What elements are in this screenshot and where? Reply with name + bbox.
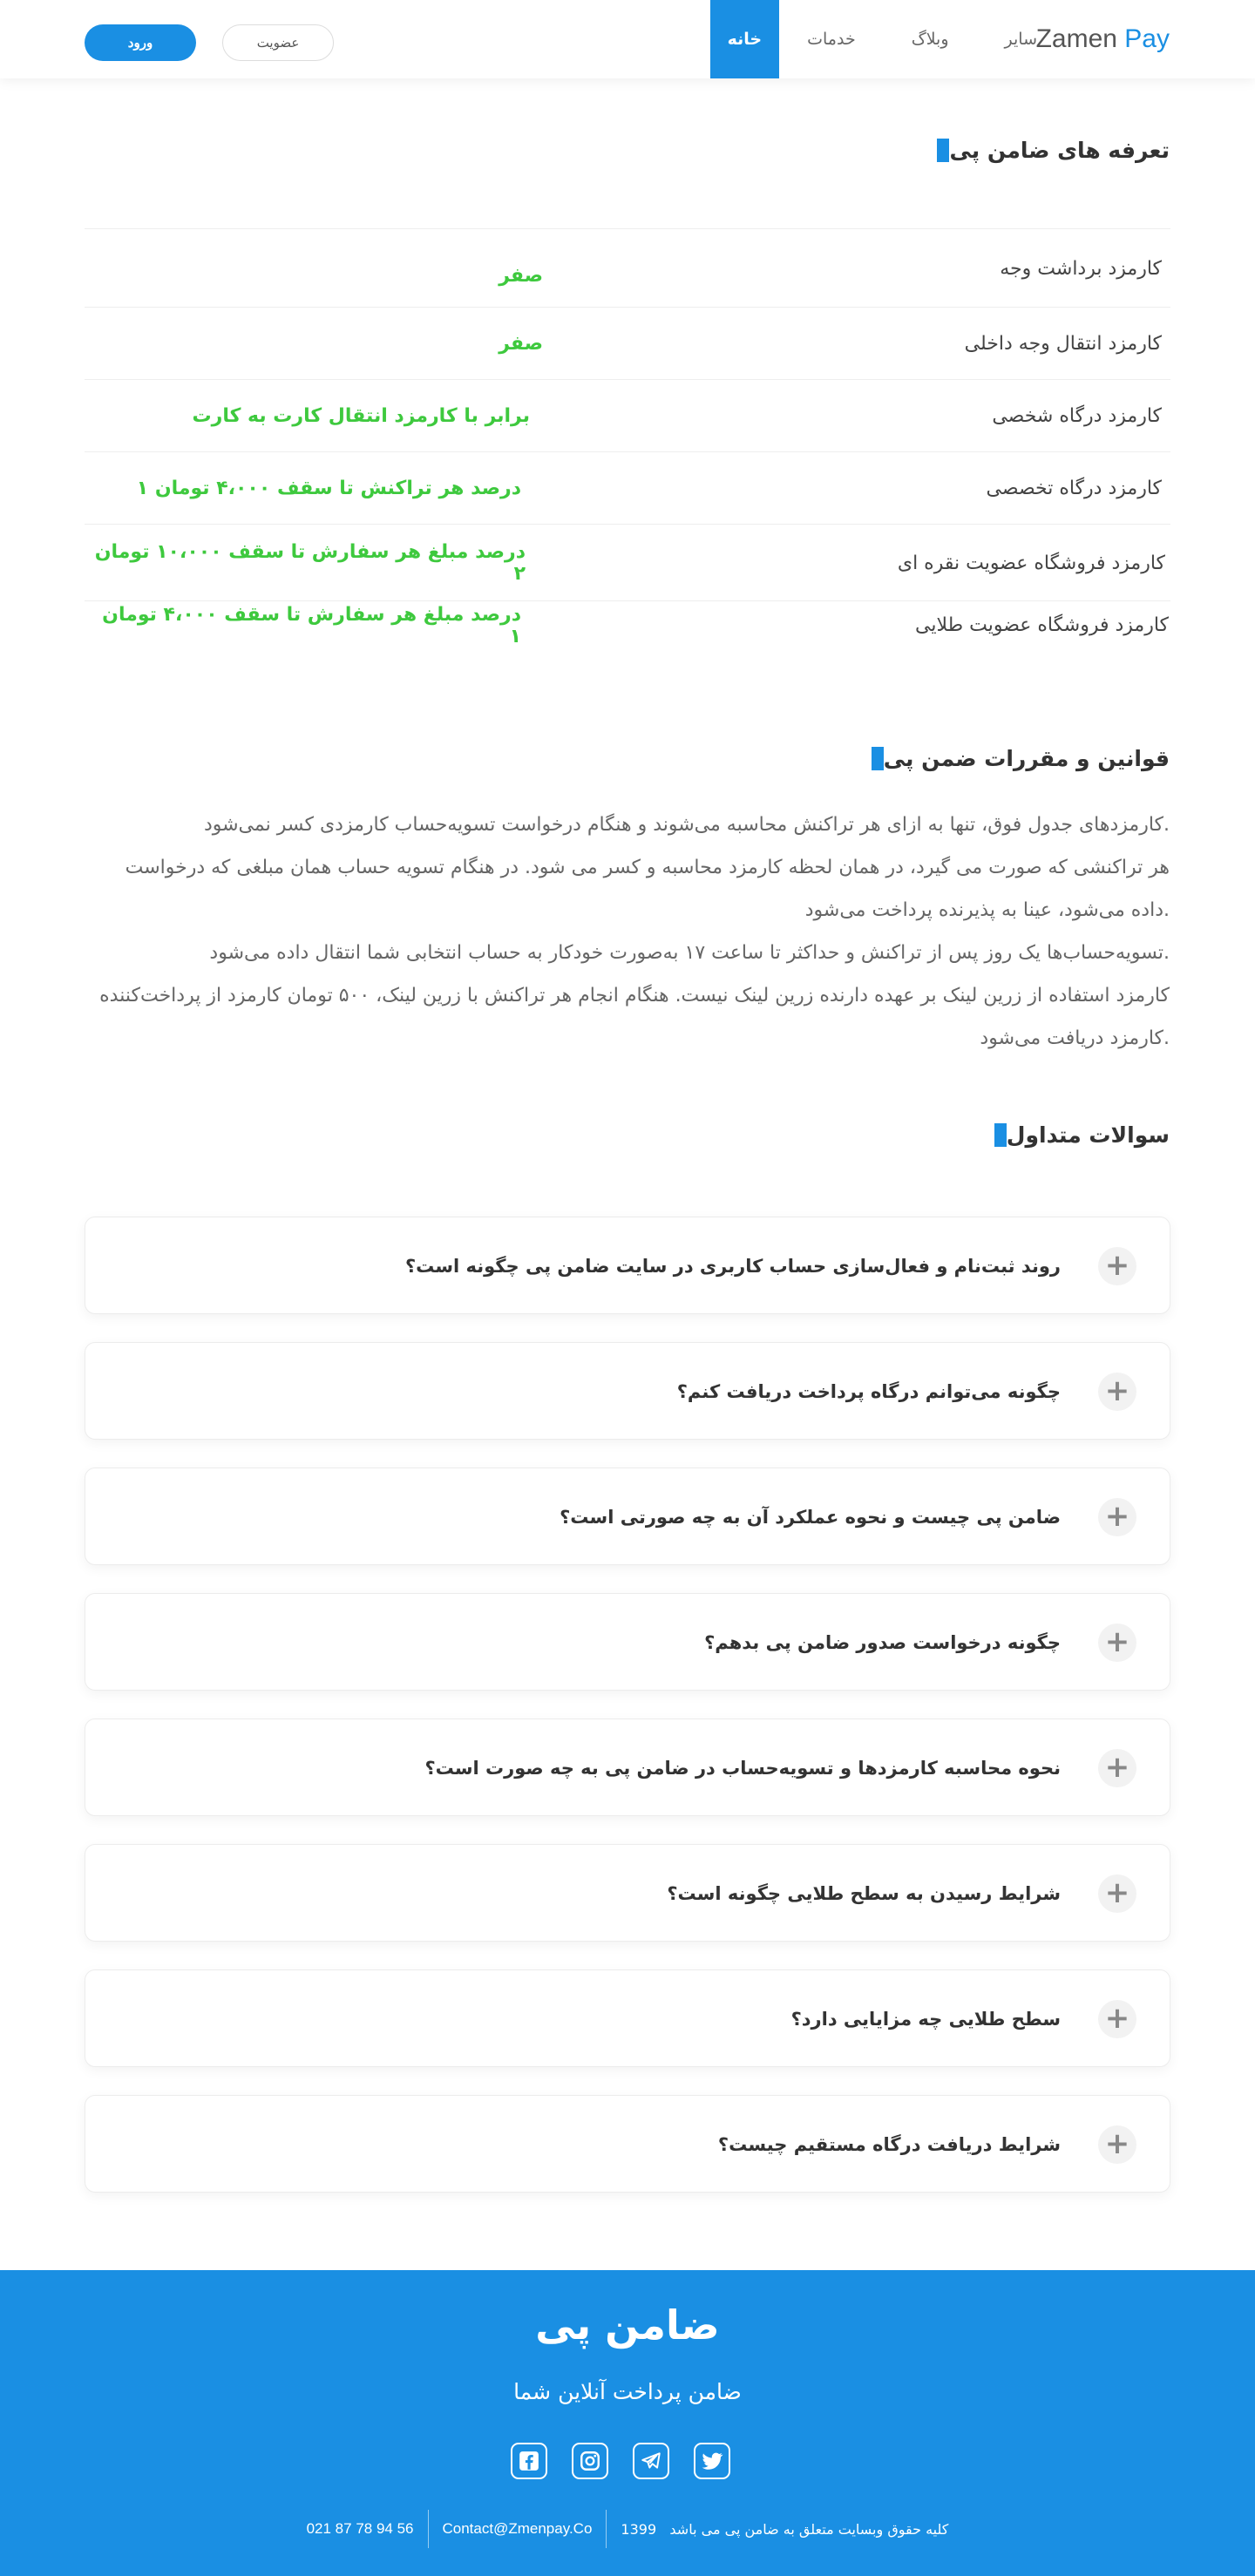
nav-item-blog[interactable]: وبلاگ (911, 30, 949, 49)
faq-question[interactable]: چگونه درخواست صدور ضامن پی بدهم؟ (704, 1632, 1061, 1653)
footer-year: 1399 (621, 2520, 657, 2538)
footer-copyright (607, 2521, 962, 2538)
faq-item[interactable] (85, 1718, 1170, 1816)
facebook-icon[interactable] (511, 2443, 547, 2479)
login-button[interactable]: ورود (85, 24, 196, 61)
fee-row (85, 451, 1170, 524)
nav-item-services[interactable]: خدمات (807, 30, 856, 49)
fee-label: کارمزد برداشت وجه (1000, 257, 1162, 280)
plus-icon[interactable]: + (1098, 1373, 1136, 1411)
faq-item[interactable] (85, 1969, 1170, 2067)
faq-question[interactable]: روند ثبت‌نام و فعال‌سازی حساب کاربری در سایت ضامن پی چگونه است؟ (404, 1256, 1061, 1277)
faq-section-title (973, 1122, 1170, 1148)
footer-title: ضامن پی (535, 2301, 720, 2349)
faq-question[interactable]: چگونه می‌توانم درگاه پرداخت دریافت کنم؟ (676, 1381, 1061, 1402)
footer-subtitle: ضامن پرداخت آنلاین شما (513, 2379, 742, 2404)
fees-title: تعرفه های ضامن پی (949, 138, 1170, 163)
rules-text (71, 803, 1170, 1060)
faq-question[interactable]: سطح طلایی چه مزایایی دارد؟ (790, 2009, 1061, 2030)
rules-line: .تسویه‌حساب‌ها یک روز پس از تراکنش و حداکثر تا ساعت ۱۷ به‌صورت خودکار به حساب انتخابی شما انتقال داده می‌شود (209, 942, 1170, 964)
fee-row (85, 379, 1170, 451)
nav-item-home[interactable]: خانه (710, 0, 779, 78)
title-accent-bar (872, 747, 884, 770)
faq-title: سوالات متداول (1006, 1122, 1170, 1148)
faq-item[interactable] (85, 1844, 1170, 1942)
telegram-icon[interactable] (633, 2443, 669, 2479)
fee-label: کارمزد فروشگاه عضویت طلایی (915, 614, 1169, 636)
fee-row (85, 600, 1170, 648)
title-accent-bar (994, 1123, 1007, 1147)
rules-line: کارمزد استفاده از زرین لینک بر عهده دارنده زرین لینک نیست. هنگام انجام هر تراکنش با زرین لینک، ۵۰۰ تومان کارمزد از پرداخت‌کننده (99, 985, 1170, 1007)
twitter-icon[interactable] (694, 2443, 730, 2479)
plus-icon[interactable]: + (1098, 1874, 1136, 1913)
rules-section-title (851, 746, 1170, 771)
plus-icon[interactable]: + (1098, 1749, 1136, 1787)
plus-icon[interactable]: + (1098, 1247, 1136, 1285)
rules-line: .کارمزد دریافت می‌شود (980, 1027, 1170, 1049)
rules-line: هر تراکنشی که صورت می گیرد، در همان لحظه کارمزد محاسبه و کسر می شود. در هنگام تسویه حساب همان مبلغی که درخواست (125, 857, 1170, 878)
fees-section-title (916, 138, 1170, 163)
faq-item[interactable] (85, 2095, 1170, 2193)
footer-copyright-text: کلیه حقوق وبسایت متعلق به ضامن پی می باشد (669, 2520, 949, 2538)
fees-table (85, 228, 1170, 648)
logo-accent: Pay (1124, 24, 1170, 53)
fee-label: کارمزد درگاه شخصی (992, 405, 1162, 427)
fee-label: کارمزد درگاه تخصصی (986, 478, 1162, 499)
join-button[interactable]: عضویت (222, 24, 334, 61)
footer-bottom-bar (0, 2510, 1255, 2548)
footer-email[interactable]: Contact@Zmenpay.Co (442, 2520, 593, 2537)
faq-question[interactable]: شرایط رسیدن به سطح طلایی چگونه است؟ (667, 1883, 1061, 1904)
faq-question[interactable]: نحوه محاسبه کارمزدها و تسویه‌حساب در ضامن پی به چه صورت است؟ (424, 1758, 1061, 1779)
faq-item[interactable] (85, 1342, 1170, 1440)
title-accent-bar (937, 139, 949, 162)
fee-row (85, 307, 1170, 379)
fee-label: کارمزد انتقال وجه داخلی (964, 333, 1162, 355)
fee-row (85, 524, 1170, 600)
faq-list (85, 1217, 1170, 2220)
fee-value: درصد هر تراکنش تا سقف ۴،۰۰۰ تومان ۱ (136, 478, 521, 499)
fee-row (85, 228, 1170, 307)
rules-title: قوانین و مقررات ضمن پی (883, 746, 1170, 771)
faq-item[interactable] (85, 1468, 1170, 1565)
plus-icon[interactable]: + (1098, 1624, 1136, 1662)
rules-line: .کارمزدهای جدول فوق، تنها به ازای هر تراکنش محاسبه می‌شوند و هنگام درخواست تسویه‌حساب کارمزدی کسر نمی‌شود (203, 814, 1170, 836)
fee-value: صفر (499, 264, 543, 287)
faq-item[interactable] (85, 1217, 1170, 1314)
nav-item-other[interactable]: سایر (1004, 30, 1037, 49)
fee-value: درصد مبلغ هر سفارش تا سقف ۱۰،۰۰۰ تومان ۲ (94, 541, 526, 585)
instagram-icon[interactable] (572, 2443, 608, 2479)
faq-question[interactable]: شرایط دریافت درگاه مستقیم چیست؟ (717, 2134, 1061, 2155)
fee-value: صفر (499, 333, 543, 355)
social-links (511, 2443, 730, 2479)
faq-question[interactable]: ضامن پی چیست و نحوه عملکرد آن به چه صورتی است؟ (560, 1507, 1061, 1528)
fee-value: برابر با کارمزد انتقال کارت به کارت (192, 405, 530, 427)
plus-icon[interactable]: + (1098, 2000, 1136, 2038)
fee-label: کارمزد فروشگاه عضویت نقره ای (897, 552, 1165, 574)
logo-main: Zamen (1035, 24, 1125, 53)
faq-item[interactable] (85, 1593, 1170, 1691)
plus-icon[interactable]: + (1098, 2125, 1136, 2164)
site-footer (0, 2270, 1255, 2576)
plus-icon[interactable]: + (1098, 1498, 1136, 1536)
rules-line: .داده می‌شود، عینا به پذیرنده پرداخت می‌شود (804, 899, 1170, 921)
footer-phone[interactable]: 021 87 78 94 56 (306, 2520, 414, 2537)
site-header (0, 0, 1255, 78)
main-nav (710, 0, 1065, 78)
fee-value: درصد مبلغ هر سفارش تا سقف ۴،۰۰۰ تومان ۱ (102, 603, 521, 647)
